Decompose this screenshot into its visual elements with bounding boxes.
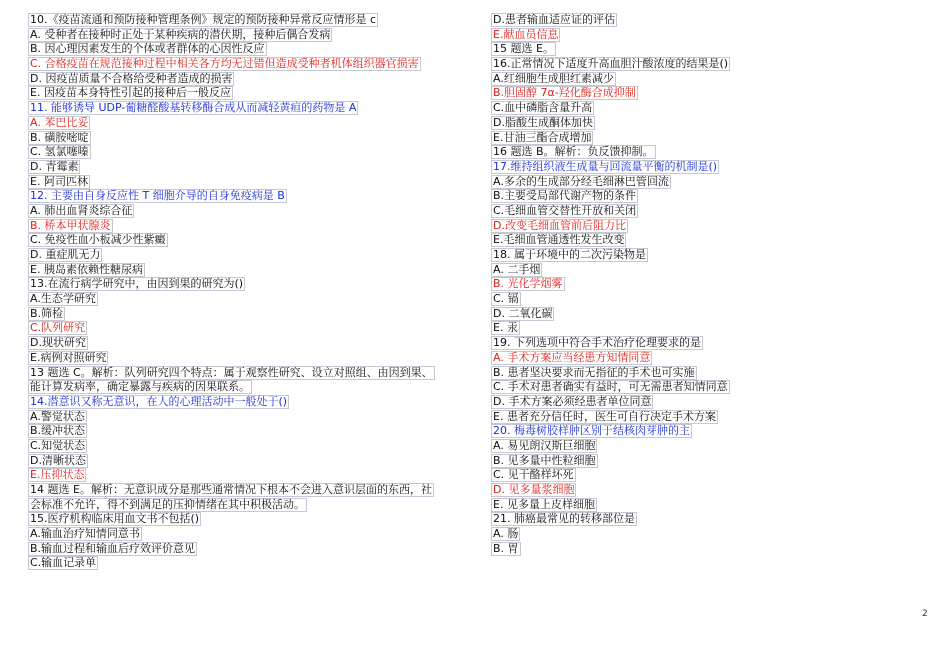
text-line (28, 160, 470, 175)
text-line-content: E. 见多量上皮样细胞 (493, 497, 595, 511)
text-line-content: A.红细胞生成胆红素减少 (493, 71, 614, 85)
text-line (491, 483, 753, 498)
text-line (491, 468, 753, 483)
text-line-content: E. 因疫苗本身特性引起的接种后一般反应 (30, 86, 231, 100)
text-line (28, 72, 470, 87)
text-line-content: D. 青霉素 (30, 159, 79, 173)
text-line (28, 321, 470, 336)
text-line-content: A. 苯巴比妥 (30, 115, 89, 129)
text-line-content: 13.在流行病学研究中，由因到果的研究为() (30, 277, 244, 291)
left-column (28, 13, 470, 571)
text-line (491, 72, 753, 87)
text-line (491, 42, 753, 57)
right-column (491, 13, 753, 556)
text-line-content: B.缓冲状态 (30, 424, 86, 438)
text-line-content: C. 氢氯噻嗪 (30, 145, 89, 159)
text-line-content: C.输血记录单 (30, 556, 97, 570)
text-line (491, 189, 753, 204)
text-line-content: C. 手术对患者确实有益时，可无需患者知情同意 (493, 380, 728, 394)
text-line-content: E. 胰岛素依赖性糖尿病 (30, 262, 143, 276)
text-line (491, 131, 753, 146)
text-line (491, 336, 753, 351)
text-line-content: A.生态学研究 (30, 292, 96, 306)
text-line-content: 14.潜意识又称无意识，在人的心理活动中一般处于() (30, 394, 288, 408)
page-number: 2 (922, 609, 928, 619)
text-line-content: E.甘油三酯合成增加 (493, 130, 592, 144)
text-line-content: 10.《疫苗流通和预防接种管理条例》规定的预防接种异常反应情形是 c (30, 13, 377, 26)
text-line-content: B.胆固醇 7α-羟化酶合成抑制 (493, 86, 636, 100)
text-line (28, 263, 470, 278)
text-line (28, 556, 470, 571)
text-line-content: E.压抑状态 (30, 468, 85, 482)
text-line-content: 能计算发病率，确定暴露与疾病的因果联系。 (30, 380, 250, 394)
text-line (28, 42, 470, 57)
text-line-content: E.毛细血管通透性发生改变 (493, 233, 625, 247)
text-line (28, 233, 470, 248)
text-line (28, 86, 470, 101)
text-line-content: C.毛细血管交替性开放和关闭 (493, 203, 637, 217)
text-line-content: 18. 属于环境中的二次污染物是 (493, 248, 646, 261)
text-line-content: D.现状研究 (30, 336, 86, 350)
text-line-content: C. 镉 (493, 292, 519, 306)
text-line-content: A. 二手烟 (493, 262, 541, 276)
text-line (491, 57, 753, 72)
text-line-content: B.主要受局部代谢产物的条件 (493, 189, 637, 203)
text-line-content: A. 肠 (493, 527, 519, 541)
text-line (28, 542, 470, 557)
text-line-content: D. 重症肌无力 (30, 248, 101, 261)
text-line (491, 175, 753, 190)
text-line (491, 219, 753, 234)
text-line (28, 410, 470, 425)
text-line-content: D. 见多量浆细胞 (493, 483, 575, 496)
text-line-content: E. 阿司匹林 (30, 174, 88, 188)
text-line-content: D.脂酸生成酮体加快 (493, 115, 593, 129)
text-line (28, 204, 470, 219)
text-line-content: 12. 主要由自身反应性 T 细胞介导的自身免疫病是 B (30, 189, 285, 203)
text-line (491, 380, 753, 395)
text-line-content: 16 题选 B。解析：负反馈抑制。 (493, 145, 654, 159)
text-line (491, 321, 753, 336)
text-line-content: 17.维持组织液生成量与回流量平衡的机制是() (493, 159, 718, 173)
text-line (491, 439, 753, 454)
text-line (491, 101, 753, 116)
text-line (28, 175, 470, 190)
text-line (28, 101, 470, 116)
text-line-content: 14 题选 E。解析：无意识成分是那些通常情况下根本不会进入意识层面的东西，社 (30, 483, 432, 496)
text-line (491, 498, 753, 513)
text-line-content: D.清晰状态 (30, 453, 86, 467)
text-line-content: B. 因心理因素发生的个体或者群体的心因性反应 (30, 42, 265, 56)
text-line-content: B. 桥本甲状腺炎 (30, 218, 111, 232)
text-line (491, 512, 753, 527)
text-line (28, 439, 470, 454)
text-line-content: B. 患者坚决要求而无指征的手术也可实施 (493, 365, 695, 379)
text-line (28, 28, 470, 43)
text-line (28, 336, 470, 351)
text-line-content: D. 手术方案必须经患者单位同意 (493, 394, 652, 408)
text-line-content: A. 受种者在接种时正处于某种疾病的潜伏期，接种后偶合发病 (30, 27, 331, 41)
text-line-content: C. 合格疫苗在规范接种过程中相关各方均无过错但造成受种者机体组织器官损害 (30, 57, 419, 71)
text-line (491, 307, 753, 322)
text-line (28, 512, 470, 527)
text-line-content: A.输血治疗知情同意书 (30, 527, 140, 541)
text-line-content: 21. 肺癌最常见的转移部位是 (493, 512, 635, 526)
text-line-content: A. 易见朗汉斯巨细胞 (493, 438, 596, 452)
text-line-content: 11. 能够诱导 UDP-葡糖醛酸基转移酶合成从而减轻黄疸的药物是 A (30, 101, 357, 115)
text-line (491, 424, 753, 439)
text-line-content: C.知觉状态 (30, 438, 86, 452)
text-line (491, 13, 753, 28)
text-line (28, 380, 470, 395)
text-line-content: B.输血过程和输血后疗效评价意见 (30, 541, 196, 555)
text-line (28, 424, 470, 439)
text-line (28, 219, 470, 234)
text-line-content: E. 汞 (493, 321, 518, 335)
text-line (28, 292, 470, 307)
text-line-content: 19. 下列选项中符合手术治疗伦理要求的是 (493, 336, 701, 350)
text-line-content: C.血中磷脂含量升高 (493, 101, 593, 115)
text-line (491, 160, 753, 175)
text-line-content: B.筛检 (30, 306, 64, 320)
text-line-content: C.队列研究 (30, 321, 86, 335)
text-line-content: D. 因疫苗质量不合格给受种者造成的损害 (30, 71, 233, 85)
text-line (491, 395, 753, 410)
text-line (28, 454, 470, 469)
text-line (491, 454, 753, 469)
text-line (491, 527, 753, 542)
text-line (28, 57, 470, 72)
text-line (491, 292, 753, 307)
text-line-content: E.病例对照研究 (30, 350, 107, 364)
text-line-content: E.献血员信息 (493, 27, 559, 41)
text-line-content: D.改变毛细血管前后阻力比 (493, 218, 626, 232)
text-line-content: A. 肺出血肾炎综合征 (30, 203, 133, 217)
text-line-content: A. 手术方案应当经患方知情同意 (493, 350, 651, 364)
text-line (28, 468, 470, 483)
text-line (491, 86, 753, 101)
text-line-content: 16.正常情况下适度升高血胆汁酸浓度的结果是() (493, 57, 729, 71)
text-line (491, 116, 753, 131)
text-line-content: 15.医疗机构临床用血文书不包括() (30, 512, 200, 526)
text-line (491, 351, 753, 366)
text-line-content: 20. 梅毒树胶样肿区别于结核肉芽肿的主 (493, 424, 690, 438)
text-line (491, 410, 753, 425)
text-line (28, 498, 470, 513)
text-line-content: 13 题选 C。解析：队列研究四个特点：属于观察性研究、设立对照组、由因到果、 (30, 365, 433, 379)
text-line-content: E. 患者充分信任时，医生可自行决定手术方案 (493, 409, 716, 423)
text-line-content: B. 见多量中性粒细胞 (493, 453, 596, 467)
text-line (28, 145, 470, 160)
text-line (28, 189, 470, 204)
text-line (28, 131, 470, 146)
text-line-content: C. 免疫性血小板减少性紫癜 (30, 233, 166, 247)
text-line (28, 351, 470, 366)
text-line (491, 366, 753, 381)
text-line (28, 483, 470, 498)
text-line-content: 15 题选 E。 (493, 42, 554, 56)
text-line (491, 145, 753, 160)
text-line (491, 263, 753, 278)
text-line-content: A.多余的生成部分经毛细淋巴管回流 (493, 174, 669, 188)
text-line-content: A.警觉状态 (30, 409, 85, 423)
text-line (491, 248, 753, 263)
text-line-content: B. 胃 (493, 541, 519, 555)
text-line (491, 204, 753, 219)
text-line (28, 13, 470, 28)
text-line (28, 248, 470, 263)
text-line (491, 277, 753, 292)
text-line (28, 366, 470, 381)
text-line-content: 会标准不允许，得不到满足的压抑情绪在其中积极活动。 (30, 497, 305, 511)
text-line-content: D. 二氧化碳 (493, 306, 553, 320)
text-line (28, 307, 470, 322)
text-line (491, 233, 753, 248)
text-line (28, 277, 470, 292)
text-line (491, 28, 753, 43)
text-line (28, 395, 470, 410)
text-line-content: B. 光化学烟雾 (493, 277, 563, 291)
text-line-content: C. 见干酪样坏死 (493, 468, 574, 482)
text-line (28, 116, 470, 131)
text-line-content: D.患者输血适应证的评估 (493, 13, 615, 26)
text-line-content: B. 磺胺嘧啶 (30, 130, 89, 144)
text-line (491, 542, 753, 557)
text-line (28, 527, 470, 542)
